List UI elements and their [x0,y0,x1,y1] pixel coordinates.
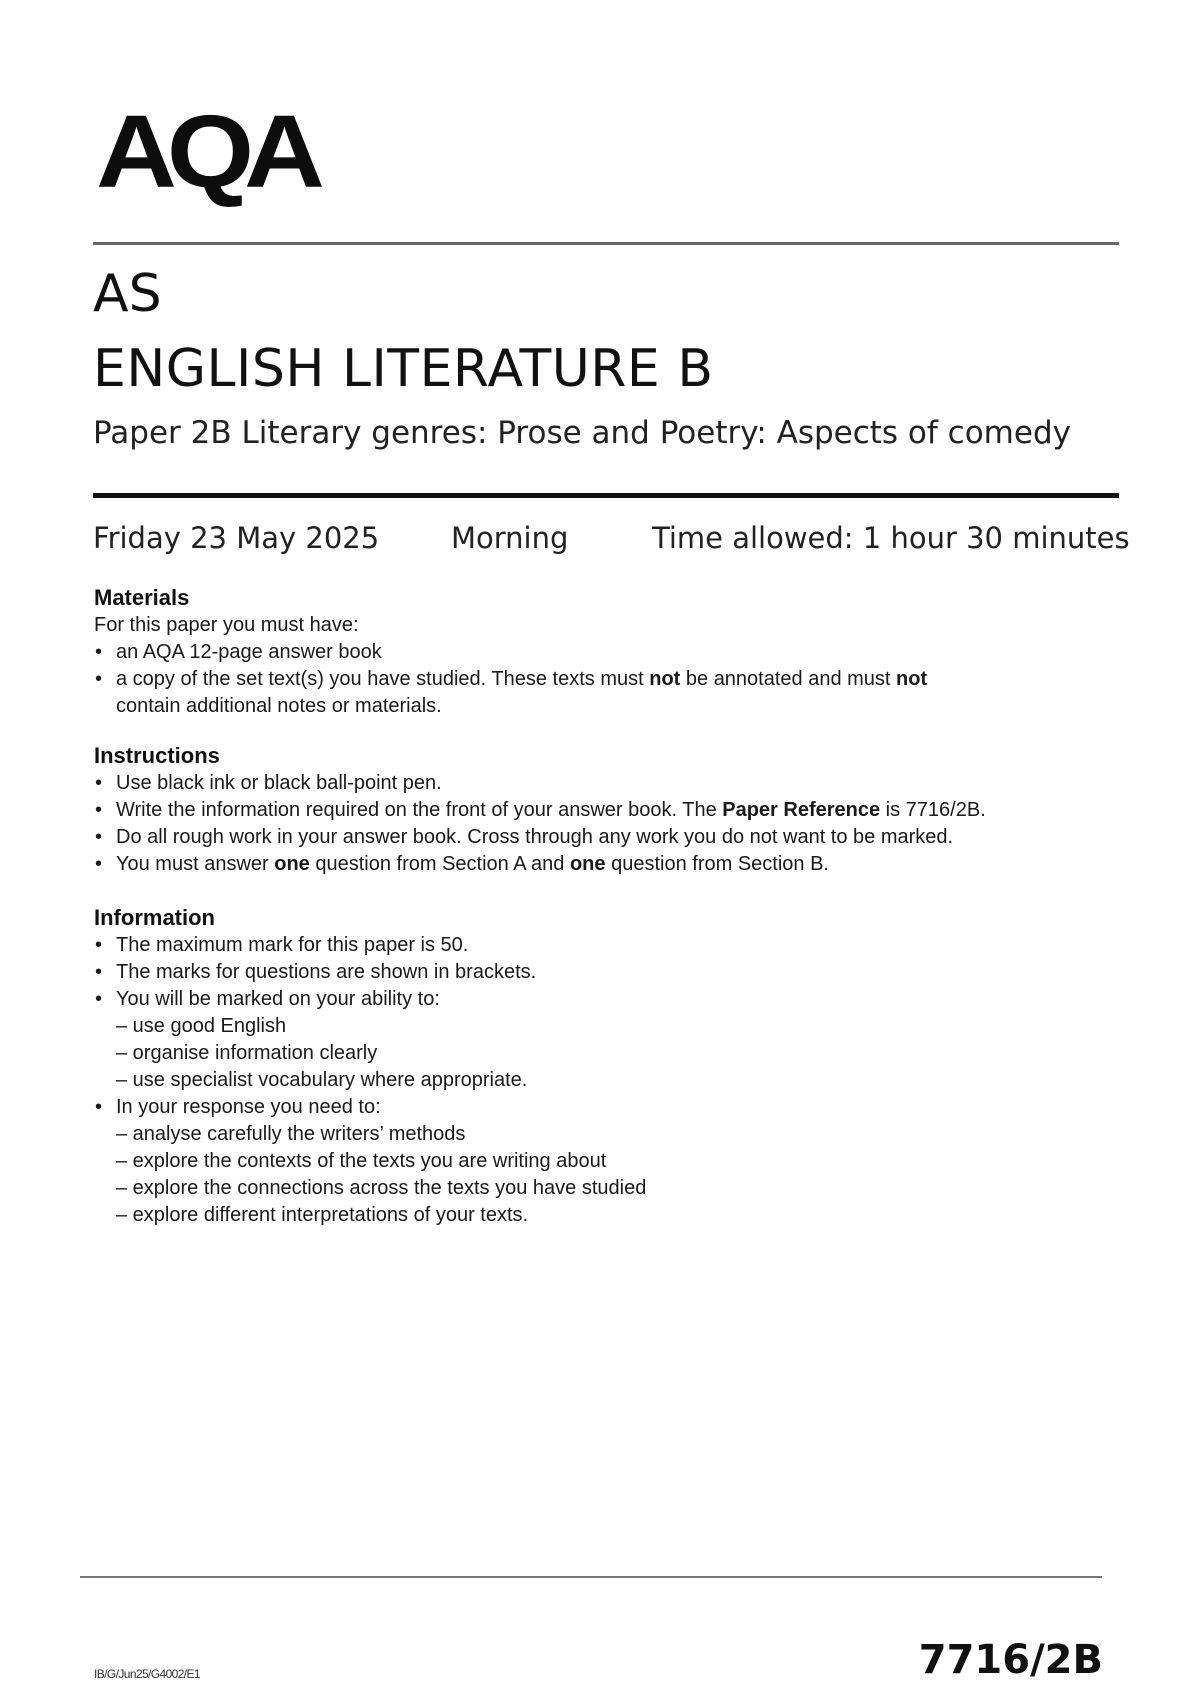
aqa-logo: AQA [96,93,315,209]
list-item: • Write the information required on the front of your answer book. The Paper Reference is 7716/2B. [94,797,1114,824]
sub-list-item: – analyse carefully the writers’ methods [116,1123,466,1145]
list-item: • In your response you need to: [94,1094,1114,1121]
list-item: • You must answer one question from Section A and one question from Section B. [94,851,1114,878]
materials-heading: Materials [94,585,190,610]
list-item: • Use black ink or black ball-point pen. [94,770,1114,797]
list-item: • The maximum mark for this paper is 50. [94,932,1114,959]
list-item: • an AQA 12-page answer book [94,639,1114,666]
materials-list [94,639,1114,720]
information-list [94,932,1114,1229]
list-item: • Do all rough work in your answer book. Cross through any work you do not want to be marked. [94,824,1114,851]
sub-list-item: – explore different interpretations of your texts. [116,1204,529,1226]
instructions-list [94,770,1114,878]
header-divider-bottom [93,493,1119,498]
sub-list-item: – explore the connections across the texts you have studied [116,1177,647,1199]
qualification-level: AS [93,264,162,324]
materials-intro: For this paper you must have: [94,614,359,636]
header-divider-top [93,242,1119,245]
sub-list-item: – organise information clearly [116,1042,378,1064]
paper-title: Paper 2B Literary genres: Prose and Poetry: Aspects of comedy [93,415,1071,451]
paper-code: 7716/2B [918,1637,1103,1683]
footer-divider [80,1576,1102,1578]
document-reference: IB/G/Jun25/G4002/E1 [94,1667,201,1681]
subject-title: ENGLISH LITERATURE B [93,339,714,399]
list-item: • a copy of the set text(s) you have studied. These texts must not be annotated and must not contain additional notes or materials. [94,666,1114,720]
sub-list-item: – explore the contexts of the texts you are writing about [116,1150,607,1172]
instructions-section [94,742,1114,878]
exam-date: Friday 23 May 2025 [93,521,380,555]
sub-list-item: – use good English [116,1015,287,1037]
instructions-heading: Instructions [94,743,220,768]
exam-session: Morning [451,521,569,555]
materials-section [94,584,1114,720]
list-item: • The marks for questions are shown in brackets. [94,959,1114,986]
information-heading: Information [94,905,215,930]
sub-list-item: – use specialist vocabulary where appropriate. [116,1069,528,1091]
list-item: • You will be marked on your ability to: [94,986,1114,1013]
time-allowed: Time allowed: 1 hour 30 minutes [652,521,1130,555]
information-section [94,904,1114,1229]
